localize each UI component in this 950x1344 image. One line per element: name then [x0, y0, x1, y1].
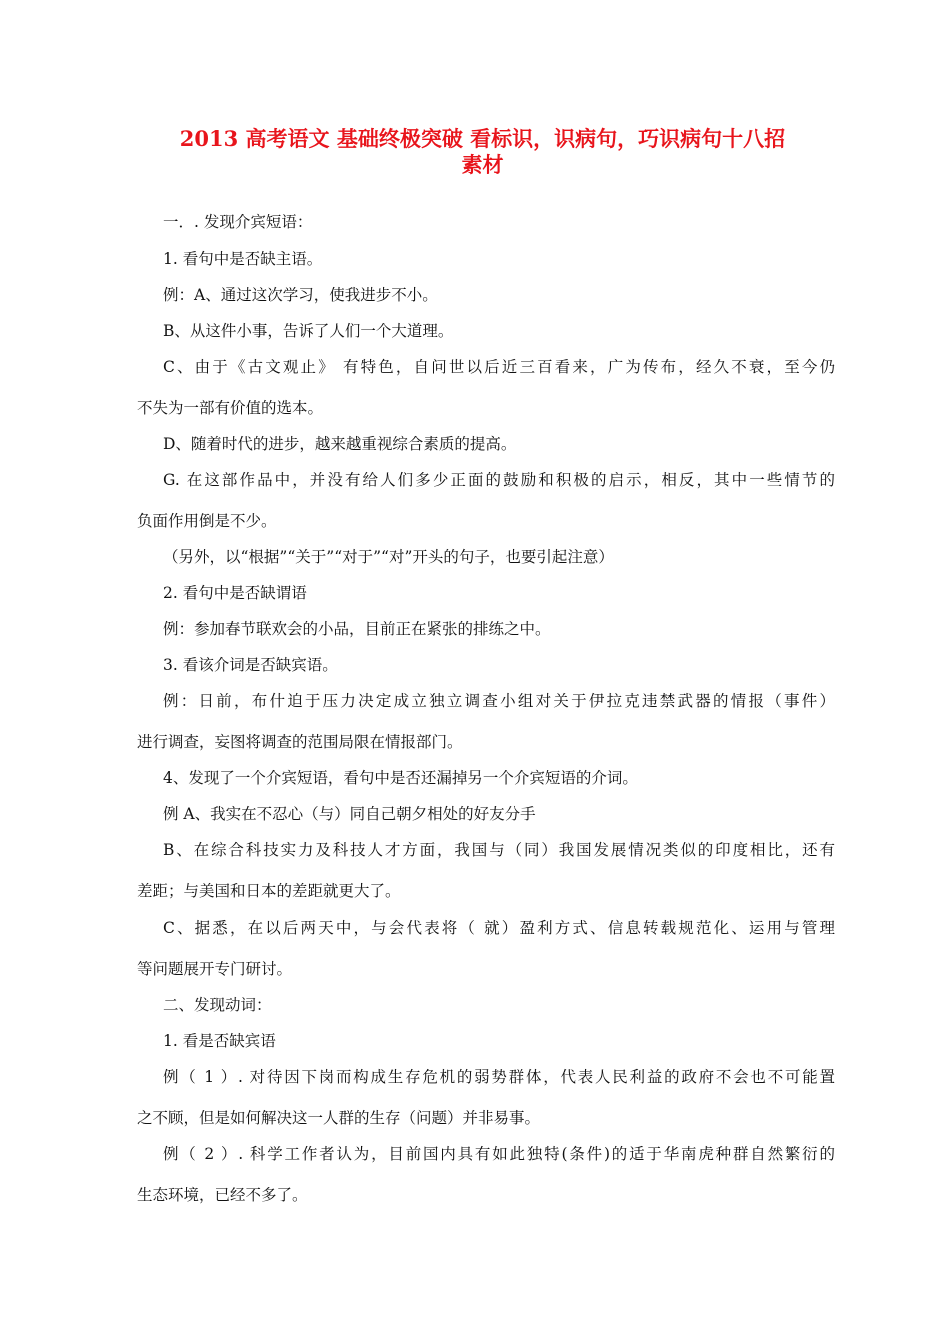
example-line: C、据悉，在以后两天中，与会代表将（ 就）盈利方式、信息转载规范化、运用与管理: [163, 919, 835, 937]
example-line: 例：日前，布什迫于压力决定成立独立调查小组对关于伊拉克违禁武器的情报（事件）: [163, 692, 835, 710]
sub-heading: 4、发现了一个介宾短语，看句中是否还漏掉另一个介宾短语的介词。: [163, 769, 638, 787]
example-line: 例：参加春节联欢会的小品，目前正在紧张的排练之中。: [163, 620, 551, 638]
example-line: B、从这件小事，告诉了人们一个大道理。: [163, 322, 454, 340]
example-line-continued: 生态环境，已经不多了。: [137, 1186, 308, 1204]
example-line: D、随着时代的进步，越来越重视综合素质的提高。: [163, 435, 517, 453]
sub-heading: 3. 看该介词是否缺宾语。: [163, 656, 338, 674]
example-line-continued: 等问题展开专门研讨。: [137, 960, 293, 978]
section-heading: 二、发现动词：: [163, 996, 272, 1014]
document-title-line-2: 素材: [461, 152, 504, 177]
example-line-continued: 负面作用倒是不少。: [137, 512, 277, 530]
example-line-continued: 之不顾，但是如何解决这一人群的生存（问题）并非易事。: [137, 1109, 541, 1127]
example-line: B、在综合科技实力及科技人才方面，我国与（同）我国发展情况类似的印度相比，还有: [163, 841, 835, 859]
example-line-continued: 进行调查，妄图将调查的范围局限在情报部门。: [137, 733, 463, 751]
example-line-continued: 不失为一部有价值的选本。: [137, 399, 324, 417]
sub-heading: 1. 看句中是否缺主语。: [163, 250, 323, 268]
sub-heading: 2. 看句中是否缺谓语: [163, 584, 307, 602]
note-line: （另外，以“根据”“关于”“对于”“对”开头的句子，也要引起注意）: [163, 548, 614, 566]
example-line: 例：A、通过这次学习，使我进步不小。: [163, 286, 438, 304]
sub-heading: 1. 看是否缺宾语: [163, 1032, 276, 1050]
example-line-continued: 差距；与美国和日本的差距就更大了。: [137, 882, 401, 900]
example-line: C、由于《古文观止》 有特色，自问世以后近三百看来，广为传布，经久不衰，至今仍: [163, 358, 835, 376]
section-heading: 一．. 发现介宾短语：: [163, 213, 313, 231]
example-line: G. 在这部作品中，并没有给人们多少正面的鼓励和积极的启示，相反，其中一些情节的: [163, 471, 835, 489]
document-title-line-1: 2013 高考语文 基础终极突破 看标识，识病句，巧识病句十八招: [179, 126, 786, 151]
example-line: 例 A、我实在不忍心（与）同自己朝夕相处的好友分手: [163, 805, 536, 823]
example-line: 例（ 2 ）. 科学工作者认为，目前国内具有如此独特(条件)的适于华南虎种群自然繁衍的: [163, 1145, 835, 1163]
example-line: 例（ 1 ）. 对待因下岗而构成生存危机的弱势群体，代表人民利益的政府不会也不可能置: [163, 1068, 835, 1086]
